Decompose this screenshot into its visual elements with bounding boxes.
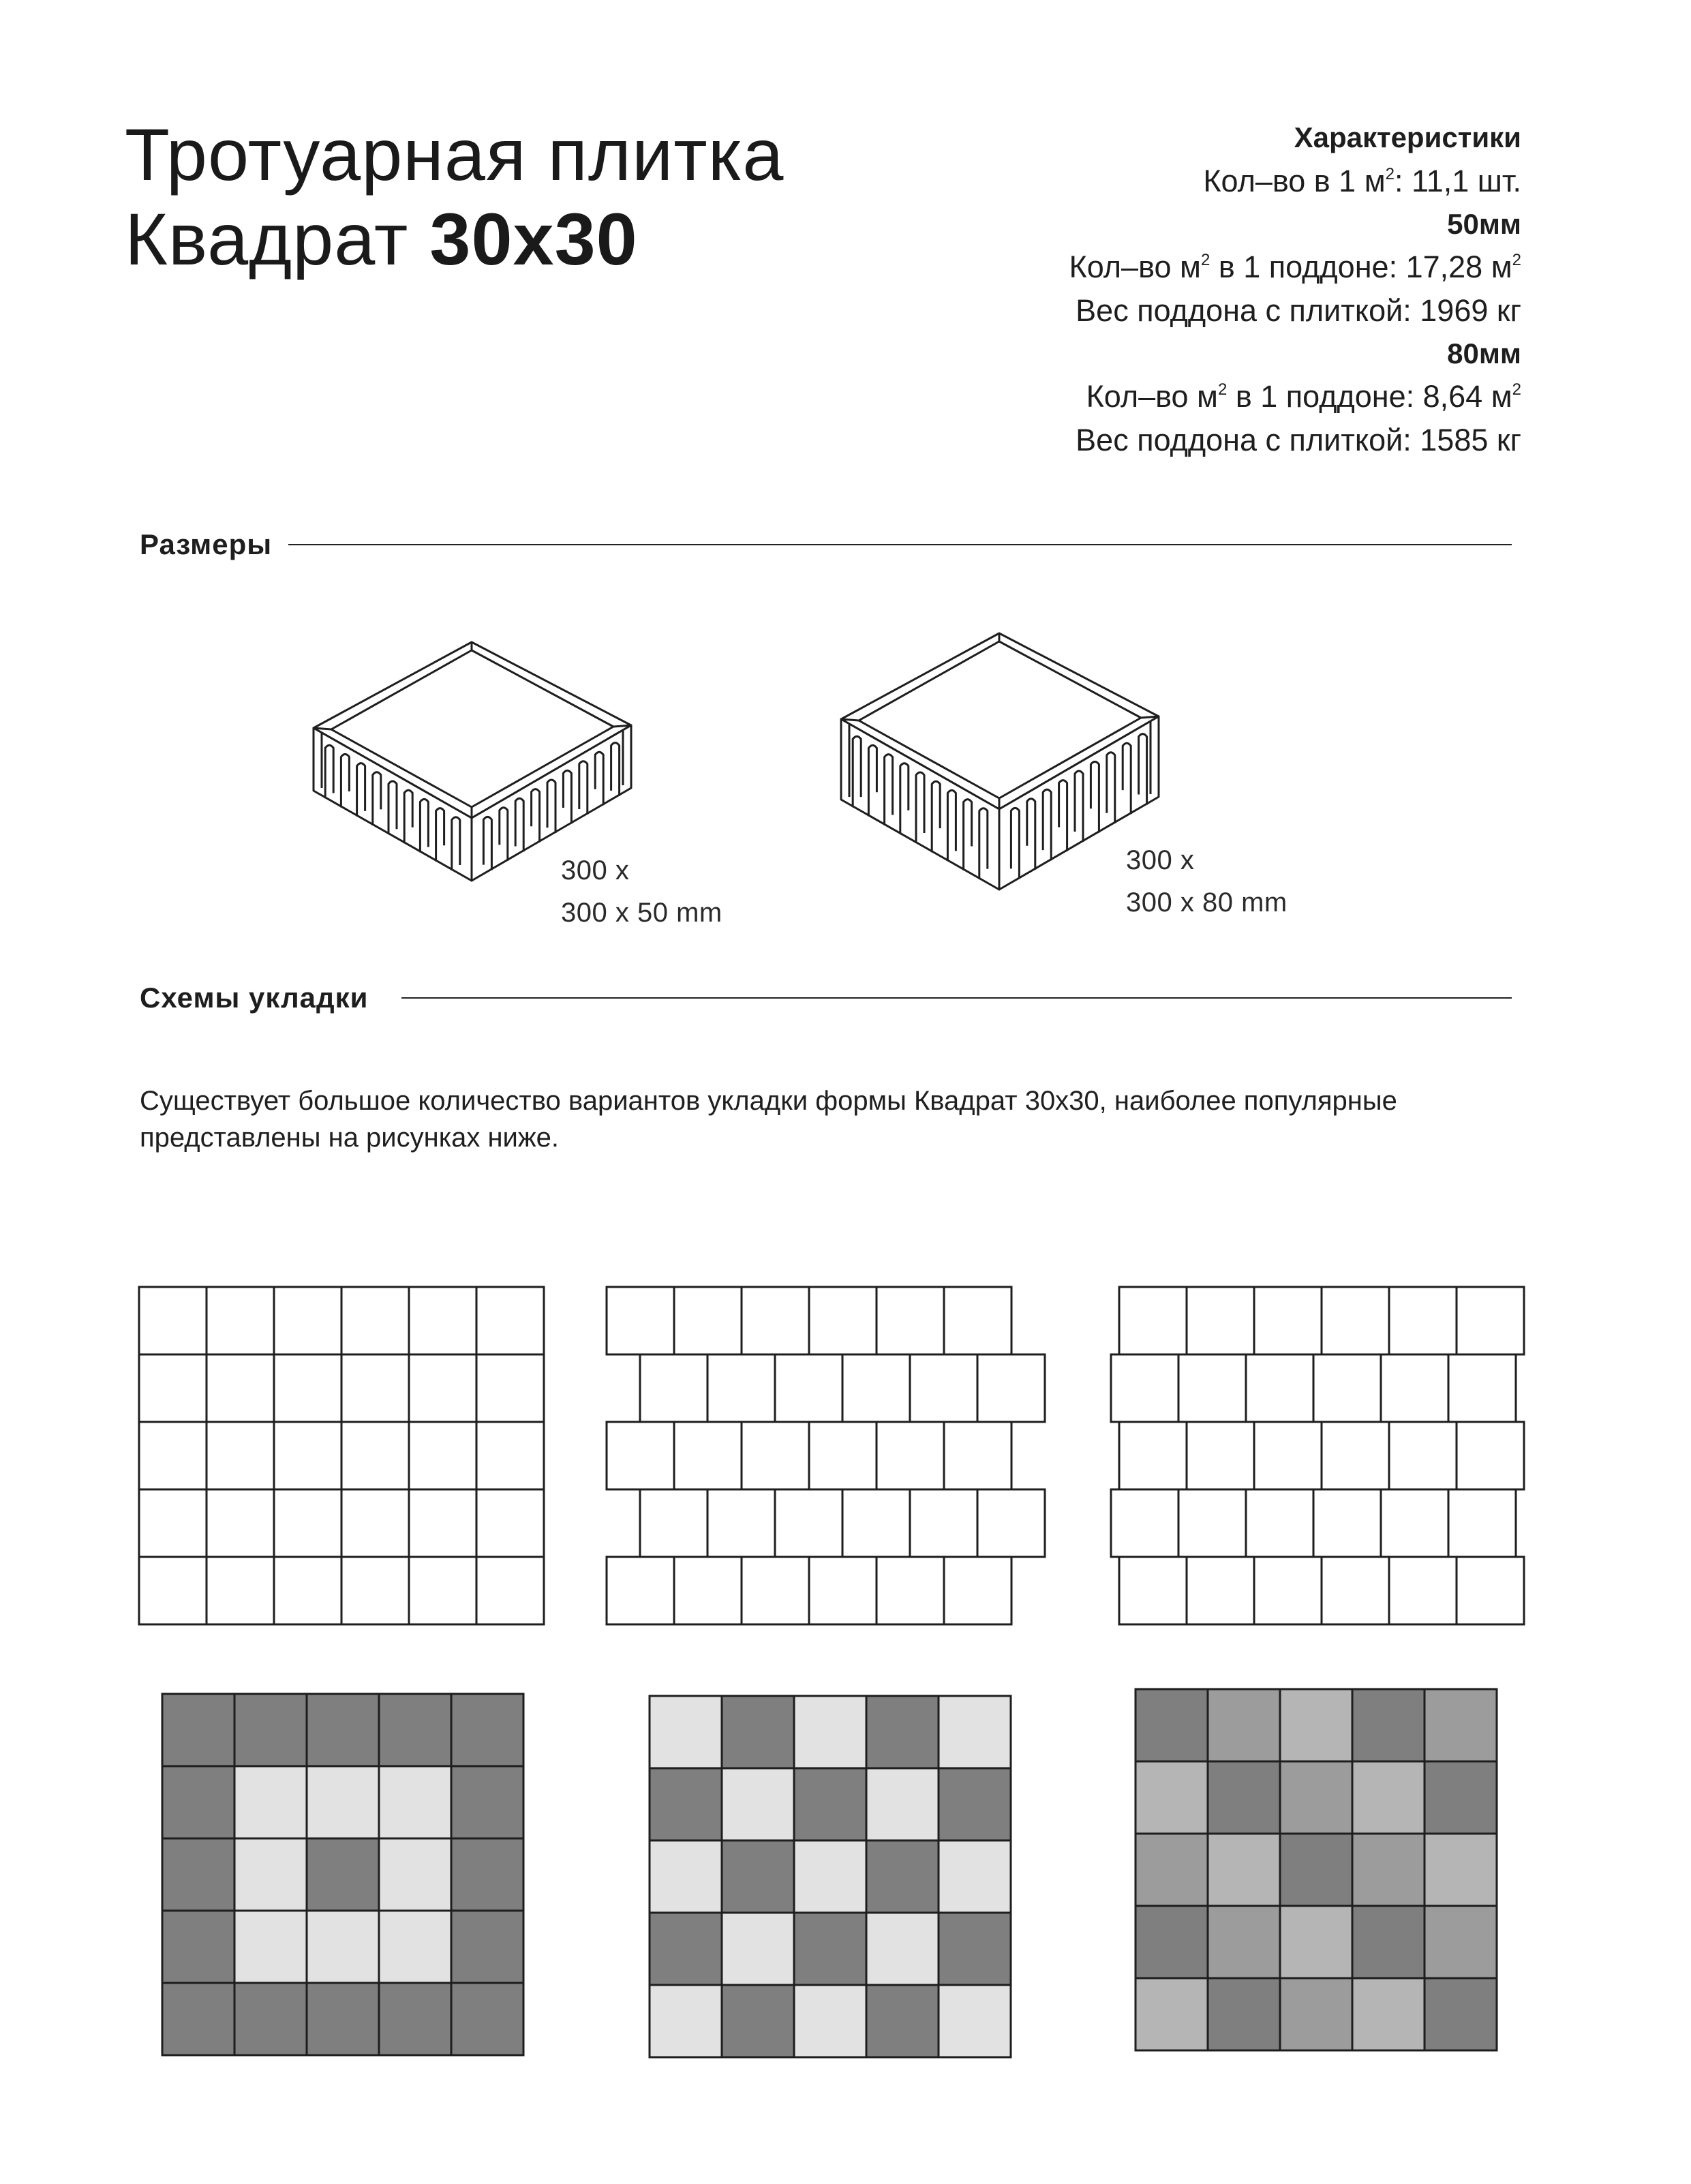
layout-tile — [1178, 1354, 1246, 1422]
colored-tile — [234, 1766, 307, 1838]
colored-tile — [379, 1983, 451, 2055]
layout-tile — [877, 1422, 944, 1489]
characteristics-heading: Характеристики — [1294, 121, 1521, 153]
colored-tile — [650, 1840, 722, 1913]
colored-tile — [866, 1913, 939, 1985]
layout-tile — [1381, 1489, 1448, 1557]
colored-tile — [939, 1913, 1011, 1985]
layout-tile — [409, 1287, 476, 1354]
colored-tile — [307, 1983, 379, 2055]
colored-tile — [379, 1694, 451, 1766]
colored-tile — [1136, 1978, 1208, 2050]
layout-scheme-running-bond — [607, 1287, 1045, 1624]
colored-tile — [379, 1838, 451, 1911]
layout-tile — [207, 1489, 274, 1557]
colored-tile — [1280, 1906, 1352, 1978]
title-product-name: Квадрат — [125, 198, 409, 280]
layout-tile — [607, 1422, 674, 1489]
colored-tile — [650, 1696, 722, 1768]
layout-tile — [1322, 1557, 1389, 1624]
group-80-pallet-weight: Вес поддона с плиткой: 1585 кг — [1076, 423, 1521, 457]
layout-tile — [1111, 1354, 1178, 1422]
layout-tile — [1246, 1489, 1313, 1557]
colored-tile — [1136, 1689, 1208, 1761]
layout-tile — [274, 1489, 341, 1557]
layout-tile — [1313, 1489, 1381, 1557]
layout-tile — [409, 1557, 476, 1624]
m2-label: Кол–во м — [1086, 379, 1218, 414]
colored-tile — [1425, 1978, 1497, 2050]
colored-tile — [866, 1985, 939, 2057]
layout-tile — [1187, 1422, 1254, 1489]
layout-tile — [139, 1557, 207, 1624]
layout-tile — [674, 1422, 742, 1489]
colored-tile — [794, 1768, 866, 1840]
layout-tile — [1448, 1489, 1516, 1557]
colored-tile — [1425, 1689, 1497, 1761]
colored-tile — [1425, 1834, 1497, 1906]
group-50-label: 50мм — [1447, 208, 1521, 240]
layout-scheme-offset — [1111, 1287, 1524, 1624]
colored-tile — [866, 1768, 939, 1840]
colored-tile — [451, 1694, 523, 1766]
section-layouts-label: Схемы укладки — [140, 982, 369, 1014]
colored-tile — [307, 1838, 379, 1911]
colored-tile — [794, 1696, 866, 1768]
layout-tile — [139, 1354, 207, 1422]
layout-tile — [139, 1489, 207, 1557]
colored-tile — [722, 1768, 794, 1840]
layout-scheme-straight — [139, 1287, 544, 1624]
title-line-1: Тротуарная плитка — [125, 113, 784, 196]
layout-tile — [409, 1422, 476, 1489]
layout-tile — [877, 1287, 944, 1354]
layout-tile — [274, 1422, 341, 1489]
layout-tile — [877, 1557, 944, 1624]
colored-tile — [1425, 1906, 1497, 1978]
colored-tile — [866, 1696, 939, 1768]
colored-tile — [939, 1696, 1011, 1768]
layout-tile — [1448, 1354, 1516, 1422]
superscript: 2 — [1217, 380, 1228, 399]
layout-tile — [944, 1557, 1011, 1624]
layout-tile — [674, 1287, 742, 1354]
superscript: 2 — [1385, 165, 1395, 183]
layout-tile — [707, 1354, 775, 1422]
layout-tile — [809, 1287, 877, 1354]
colored-tile — [162, 1694, 234, 1766]
layout-tile — [1457, 1422, 1524, 1489]
layout-tile — [809, 1422, 877, 1489]
layout-tile — [1322, 1287, 1389, 1354]
section-sizes-label: Размеры — [140, 528, 273, 560]
layout-tile — [341, 1422, 409, 1489]
colored-tile — [307, 1766, 379, 1838]
layout-tile — [742, 1557, 809, 1624]
layout-tile — [1457, 1287, 1524, 1354]
layout-tile — [1187, 1287, 1254, 1354]
colored-tile — [1208, 1834, 1280, 1906]
colored-tile — [722, 1696, 794, 1768]
colored-tile — [794, 1985, 866, 2057]
colored-tile — [451, 1838, 523, 1911]
layout-tile — [1119, 1557, 1187, 1624]
layout-tile — [809, 1557, 877, 1624]
layout-tile — [910, 1354, 977, 1422]
layout-tile — [707, 1489, 775, 1557]
colored-tile — [162, 1766, 234, 1838]
colored-tile — [1352, 1834, 1425, 1906]
layout-tile — [274, 1287, 341, 1354]
group-80-label: 80мм — [1447, 337, 1521, 369]
layout-scheme-mixed — [1136, 1689, 1497, 2050]
colored-tile — [1136, 1834, 1208, 1906]
layout-tile — [207, 1354, 274, 1422]
layout-tile — [476, 1287, 544, 1354]
layout-scheme-frame — [162, 1694, 523, 2055]
colored-tile — [722, 1985, 794, 2057]
layout-tile — [607, 1557, 674, 1624]
caption-line-1: 300 x — [561, 855, 630, 885]
layout-tile — [742, 1287, 809, 1354]
caption-line-2: 300 x 80 mm — [1126, 888, 1288, 917]
colored-tile — [379, 1911, 451, 1983]
colored-tile — [1208, 1689, 1280, 1761]
layout-tile — [607, 1287, 674, 1354]
colored-tile — [794, 1840, 866, 1913]
colored-tile — [1136, 1761, 1208, 1834]
colored-tile — [234, 1983, 307, 2055]
layout-tile — [842, 1354, 910, 1422]
superscript: 2 — [1512, 251, 1521, 269]
layout-tile — [1457, 1557, 1524, 1624]
layout-tile — [1187, 1557, 1254, 1624]
superscript: 2 — [1512, 380, 1521, 399]
layout-tile — [476, 1422, 544, 1489]
colored-tile — [162, 1838, 234, 1911]
layout-tile — [207, 1422, 274, 1489]
layout-scheme-checkerboard — [650, 1696, 1011, 2057]
colored-tile — [1352, 1761, 1425, 1834]
layout-tile — [1178, 1489, 1246, 1557]
superscript: 2 — [1200, 251, 1210, 269]
layout-tile — [977, 1354, 1045, 1422]
layout-tile — [476, 1354, 544, 1422]
layout-tile — [1119, 1287, 1187, 1354]
colored-tile — [1352, 1978, 1425, 2050]
colored-tile — [379, 1766, 451, 1838]
colored-tile — [939, 1768, 1011, 1840]
layout-tile — [977, 1489, 1045, 1557]
layout-tile — [640, 1489, 707, 1557]
colored-tile — [722, 1913, 794, 1985]
colored-tile — [1352, 1906, 1425, 1978]
group-50-pallet-weight: Вес поддона с плиткой: 1969 кг — [1076, 293, 1521, 328]
colored-tile — [162, 1911, 234, 1983]
colored-tile — [939, 1840, 1011, 1913]
colored-tile — [234, 1911, 307, 1983]
layout-tile — [341, 1557, 409, 1624]
layout-tile — [944, 1422, 1011, 1489]
qty-per-m2-label: Кол–во в 1 м — [1203, 164, 1386, 198]
layout-tile — [1389, 1287, 1457, 1354]
colored-tile — [162, 1983, 234, 2055]
layout-tile — [944, 1287, 1011, 1354]
layout-tile — [274, 1557, 341, 1624]
colored-tile — [939, 1985, 1011, 2057]
layout-tile — [1313, 1354, 1381, 1422]
layout-tile — [1254, 1557, 1322, 1624]
colored-tile — [307, 1694, 379, 1766]
layout-tile — [910, 1489, 977, 1557]
colored-tile — [451, 1766, 523, 1838]
layout-tile — [274, 1354, 341, 1422]
layout-tile — [1322, 1422, 1389, 1489]
layout-tile — [742, 1422, 809, 1489]
caption-line-2: 300 x 50 mm — [561, 898, 722, 928]
colored-tile — [650, 1768, 722, 1840]
m2-value: в 1 поддоне: 17,28 м — [1210, 249, 1512, 284]
layout-tile — [1389, 1422, 1457, 1489]
colored-tile — [1280, 1978, 1352, 2050]
layout-tile — [409, 1354, 476, 1422]
colored-tile — [1136, 1906, 1208, 1978]
m2-value: в 1 поддоне: 8,64 м — [1227, 379, 1512, 414]
layouts-description: Существует большое количество вариантов укладки формы Квадрат 30х30, наиболее популярные представлены на рисунках ниже. — [140, 1086, 1397, 1153]
colored-tile — [722, 1840, 794, 1913]
colored-tile — [1208, 1761, 1280, 1834]
colored-tile — [451, 1911, 523, 1983]
layout-tile — [341, 1354, 409, 1422]
colored-tile — [234, 1694, 307, 1766]
layout-tile — [207, 1287, 274, 1354]
layout-tile — [139, 1287, 207, 1354]
colored-tile — [866, 1840, 939, 1913]
layout-tile — [1246, 1354, 1313, 1422]
layout-tile — [775, 1354, 842, 1422]
colored-tile — [307, 1911, 379, 1983]
colored-tile — [650, 1985, 722, 2057]
layout-tile — [1389, 1557, 1457, 1624]
layout-tile — [1254, 1287, 1322, 1354]
qty-per-m2-value: : 11,1 шт. — [1395, 164, 1521, 198]
layout-tile — [341, 1489, 409, 1557]
layout-tile — [775, 1489, 842, 1557]
colored-tile — [650, 1913, 722, 1985]
layout-tile — [1381, 1354, 1448, 1422]
colored-tile — [1280, 1689, 1352, 1761]
colored-tile — [451, 1983, 523, 2055]
layout-tile — [476, 1557, 544, 1624]
colored-tile — [1208, 1978, 1280, 2050]
colored-tile — [234, 1838, 307, 1911]
layout-tile — [207, 1557, 274, 1624]
m2-label: Кол–во м — [1069, 249, 1201, 284]
colored-tile — [794, 1913, 866, 1985]
layout-tile — [842, 1489, 910, 1557]
layout-tile — [674, 1557, 742, 1624]
layout-tile — [640, 1354, 707, 1422]
layout-tile — [1119, 1422, 1187, 1489]
layout-tile — [139, 1422, 207, 1489]
colored-tile — [1352, 1689, 1425, 1761]
layout-tile — [1111, 1489, 1178, 1557]
colored-tile — [1280, 1834, 1352, 1906]
colored-tile — [1280, 1761, 1352, 1834]
caption-line-1: 300 x — [1126, 845, 1195, 875]
colored-tile — [1208, 1906, 1280, 1978]
layout-tile — [1254, 1422, 1322, 1489]
layout-tile — [409, 1489, 476, 1557]
title-size: 30x30 — [429, 198, 638, 280]
layout-tile — [476, 1489, 544, 1557]
layout-tile — [341, 1287, 409, 1354]
colored-tile — [1425, 1761, 1497, 1834]
